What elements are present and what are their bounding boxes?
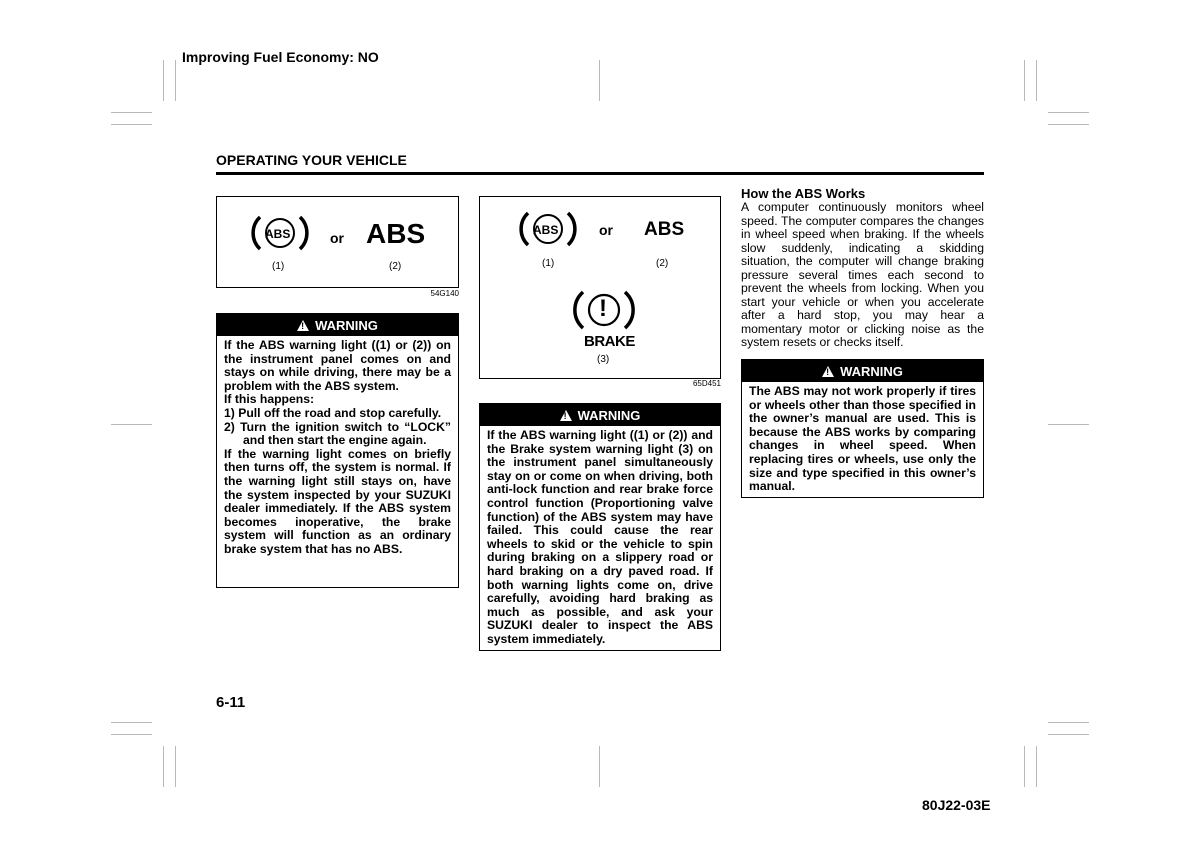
- figure-label-1: (1): [542, 258, 555, 269]
- figure-code: 65D451: [692, 379, 721, 388]
- warning-step: 1) Pull off the road and stop carefully.: [224, 405, 442, 420]
- warning-title: WARNING: [315, 317, 378, 333]
- crop-mark: [163, 746, 164, 787]
- crop-mark: [1024, 746, 1025, 787]
- abs-text-indicator: ABS: [644, 219, 685, 240]
- warning-text: If the ABS warning light ((1) or (2)) and the Brake system warning light (3) on the instrument panel simultaneously stay on or come on when driving, both anti-lock function and rear brake force control function (Proportioning valve function) of the ABS system may have failed. This could cause the rear wheels to skid or the vehicle to spin during braking on a slippery road or hard braking on a dry paved road. If both warning lights come on, drive carefully, avoiding hard braking as much as possible, and ask your SUZUKI dealer to inspect the ABS system immediately.: [487, 428, 713, 646]
- warning-intro: If the ABS warning light ((1) or (2)) on the instrument panel comes on and stays on while driving, there may be a problem with the ABS system.: [224, 338, 451, 393]
- section-divider: [216, 172, 984, 175]
- warning-triangle-icon: !: [822, 366, 834, 377]
- abs-icon-text: ABS: [265, 227, 291, 241]
- abs-icon-text: ABS: [533, 223, 559, 237]
- figure-abs-lights: [216, 196, 459, 288]
- figure-code: 54G140: [430, 289, 459, 298]
- warning-triangle-icon: !: [297, 320, 309, 331]
- crop-mark: [111, 424, 152, 425]
- warning-steps: [224, 407, 451, 448]
- crop-mark: [1048, 722, 1089, 723]
- warning-body: [480, 426, 720, 651]
- warning-text: The ABS may not work properly if tires or wheels other than those specified in the owner’s manual are used. This is because the ABS works by comparing changes in wheel speed. When replacing tires or wheels, use only the size and type specified in this owner’s manual.: [749, 384, 976, 494]
- crop-mark: [111, 112, 152, 113]
- warning-title: WARNING: [840, 363, 903, 379]
- crop-mark: [1048, 734, 1089, 735]
- figure-label-2: (2): [389, 261, 402, 272]
- warning-outro: If the warning light comes on briefly then turns off, the system is normal. If the warning light still stays on, have the system inspected by your SUZUKI dealer immediately. If the ABS system becomes inoperative, the brake system will function as an ordinary brake system that has no ABS.: [224, 446, 451, 556]
- crop-mark: [1048, 124, 1089, 125]
- warning-if-line: If this happens:: [224, 392, 315, 407]
- subsection-title: How the ABS Works: [741, 186, 866, 201]
- warning-header: [480, 404, 720, 426]
- warning-body: [742, 382, 983, 498]
- warning-header: [217, 314, 458, 336]
- figure-label-2: (2): [656, 258, 669, 269]
- warning-title: WARNING: [577, 407, 641, 423]
- crop-mark: [1048, 424, 1089, 425]
- crop-mark: [1036, 60, 1037, 101]
- figure-abs-brake-lights: [479, 196, 721, 379]
- warning-box: [479, 403, 721, 651]
- abs-text-indicator: ABS: [366, 218, 426, 249]
- crop-mark: [111, 722, 152, 723]
- document-code: 80J22-03E: [922, 797, 991, 813]
- crop-mark: [1024, 60, 1025, 101]
- crop-mark: [175, 60, 176, 101]
- warning-header: [742, 360, 983, 382]
- brake-icon-symbol: !: [599, 295, 607, 322]
- crop-mark: [599, 60, 600, 101]
- crop-mark: [1036, 746, 1037, 787]
- brake-icon-text: BRAKE: [584, 333, 635, 350]
- crop-mark: [175, 746, 176, 787]
- warning-box: [216, 313, 459, 588]
- warning-triangle-icon: !: [560, 410, 572, 421]
- warning-step: 2) Turn the ignition switch to “LOCK” and then start the engine again.: [224, 419, 451, 448]
- or-label: or: [330, 230, 344, 246]
- subsection-body: A computer continuously monitors wheel speed. The computer compares the changes in wheel speed when braking. If the wheels slow suddenly, indicating a skidding situation, the computer will change braking pressure several times each second to prevent the wheels from locking. When you start your vehicle or when you accelerate after a hard stop, you may hear a momentary motor or clicking noise as the system resets or checks itself.: [741, 200, 984, 350]
- page-number: 6-11: [216, 694, 246, 711]
- or-label: or: [599, 222, 613, 238]
- section-title: OPERATING YOUR VEHICLE: [216, 152, 407, 168]
- crop-mark: [163, 60, 164, 101]
- crop-mark: [1048, 112, 1089, 113]
- warning-box: [741, 359, 984, 498]
- crop-mark: [111, 734, 152, 735]
- crop-mark: [599, 746, 600, 787]
- crop-mark: [111, 124, 152, 125]
- figure-label-3: (3): [597, 354, 610, 365]
- warning-body: [217, 336, 458, 561]
- top-title: Improving Fuel Economy: NO: [182, 49, 379, 65]
- figure-label-1: (1): [272, 261, 285, 272]
